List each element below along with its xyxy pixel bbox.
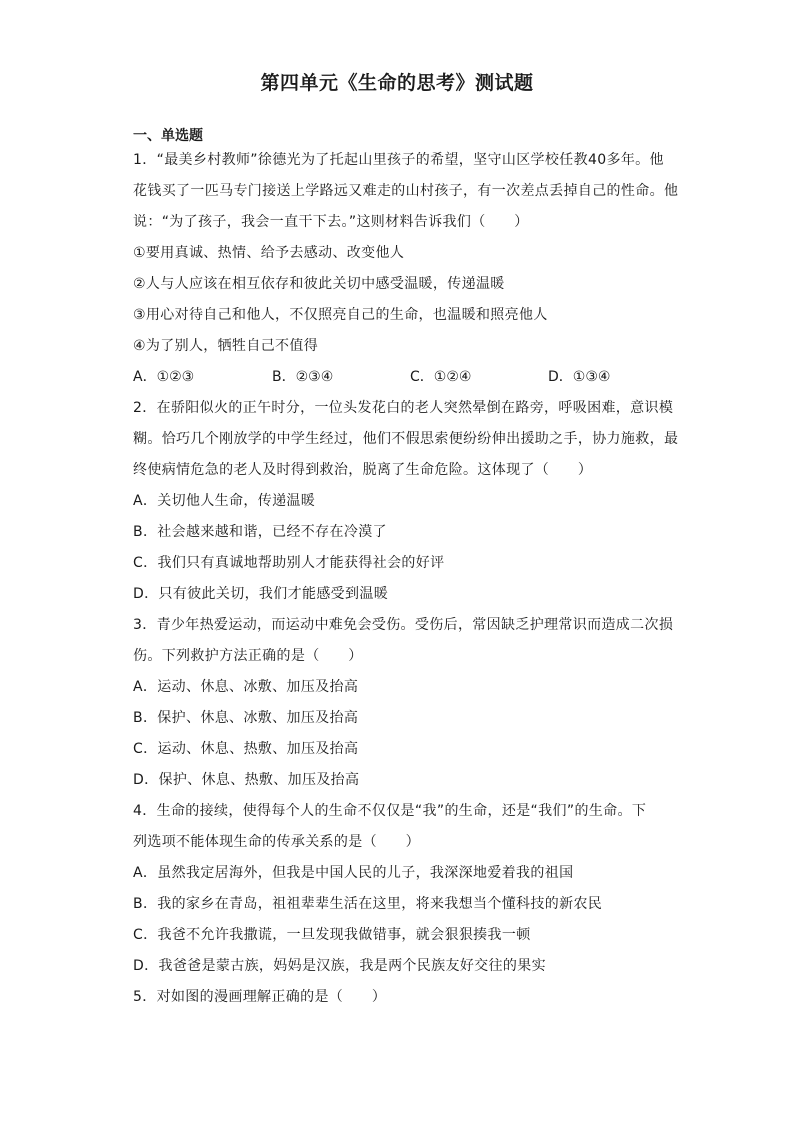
q3-option-a: A．运动、休息、冰敷、加压及抬高 [133,679,359,695]
q2-option-b: B．社会越来越和谐，已经不存在冷漠了 [133,524,387,540]
q1-stem-line-1: 1．“最美乡村教师”徐德光为了托起山里孩子的希望，坚守山区学校任教40多年。他 [133,152,664,168]
q1-stem-line-3: 说：“为了孩子，我会一直干下去。”这则材料告诉我们（ ） [133,214,529,230]
q4-option-c: C．我爸不允许我撒谎，一旦发现我做错事，就会狠狠揍我一顿 [133,927,531,943]
q1-stem-line-2: 花钱买了一匹马专门接送上学路远又难走的山村孩子，有一次差点丢掉自己的性命。他 [133,183,679,199]
q4-option-a: A．虽然我定居海外，但我是中国人民的儿子，我深深地爱着我的祖国 [133,865,574,881]
q3-stem-line-2: 伤。下列救护方法正确的是（ ） [133,648,363,664]
q1-statement-4: ④为了别人，牺牲自己不值得 [133,338,319,354]
q4-option-b: B．我的家乡在青岛，祖祖辈辈生活在这里，将来我想当个懂科技的新农民 [133,896,603,912]
q2-option-d: D．只有彼此关切，我们才能感受到温暖 [133,586,389,602]
q3-option-b: B．保护、休息、冰敷、加压及抬高 [133,710,359,726]
q4-stem-line-2: 列选项不能体现生命的传承关系的是（ ） [133,834,420,850]
q3-option-d: D．保护、休息、热敷、加压及抬高 [133,772,360,788]
q2-stem-line-3: 终使病情危急的老人及时得到救治，脱离了生命危险。这体现了（ ） [133,462,593,478]
q2-option-a: A．关切他人生命，传递温暖 [133,493,316,509]
q3-option-c: C．运动、休息、热敷、加压及抬高 [133,741,359,757]
q3-stem-line-1: 3．青少年热爱运动，而运动中难免会受伤。受伤后，常因缺乏护理常识而造成二次损 [133,617,674,633]
q4-stem-line-1: 4．生命的接续，使得每个人的生命不仅仅是“我”的生命，还是“我们”的生命。下 [133,803,647,819]
q1-option-c: C．①②④ [410,369,472,385]
q1-statement-3: ③用心对待自己和他人，不仅照亮自己的生命，也温暖和照亮他人 [133,307,548,323]
q1-option-b: B．②③④ [272,369,334,385]
q1-statement-2: ②人与人应该在相互依存和彼此关切中感受温暖，传递温暖 [133,276,505,292]
page-title: 第四单元《生命的思考》测试题 [260,72,534,94]
q2-option-c: C．我们只有真诚地帮助别人才能获得社会的好评 [133,555,445,571]
q4-option-d: D．我爸爸是蒙古族，妈妈是汉族，我是两个民族友好交往的果实 [133,958,546,974]
q2-stem-line-1: 2．在骄阳似火的正午时分，一位头发花白的老人突然晕倒在路旁，呼吸困难，意识模 [133,400,674,416]
section-heading: 一、单选题 [133,128,203,144]
q1-option-a: A．①②③ [133,369,195,385]
q1-option-d: D．①③④ [548,369,611,385]
q5-stem-line-1: 5．对如图的漫画理解正确的是（ ） [133,989,387,1005]
q1-statement-1: ①要用真诚、热情、给予去感动、改变他人 [133,245,405,261]
q2-stem-line-2: 糊。恰巧几个刚放学的中学生经过，他们不假思索便纷纷伸出援助之手，协力施救，最 [133,431,679,447]
